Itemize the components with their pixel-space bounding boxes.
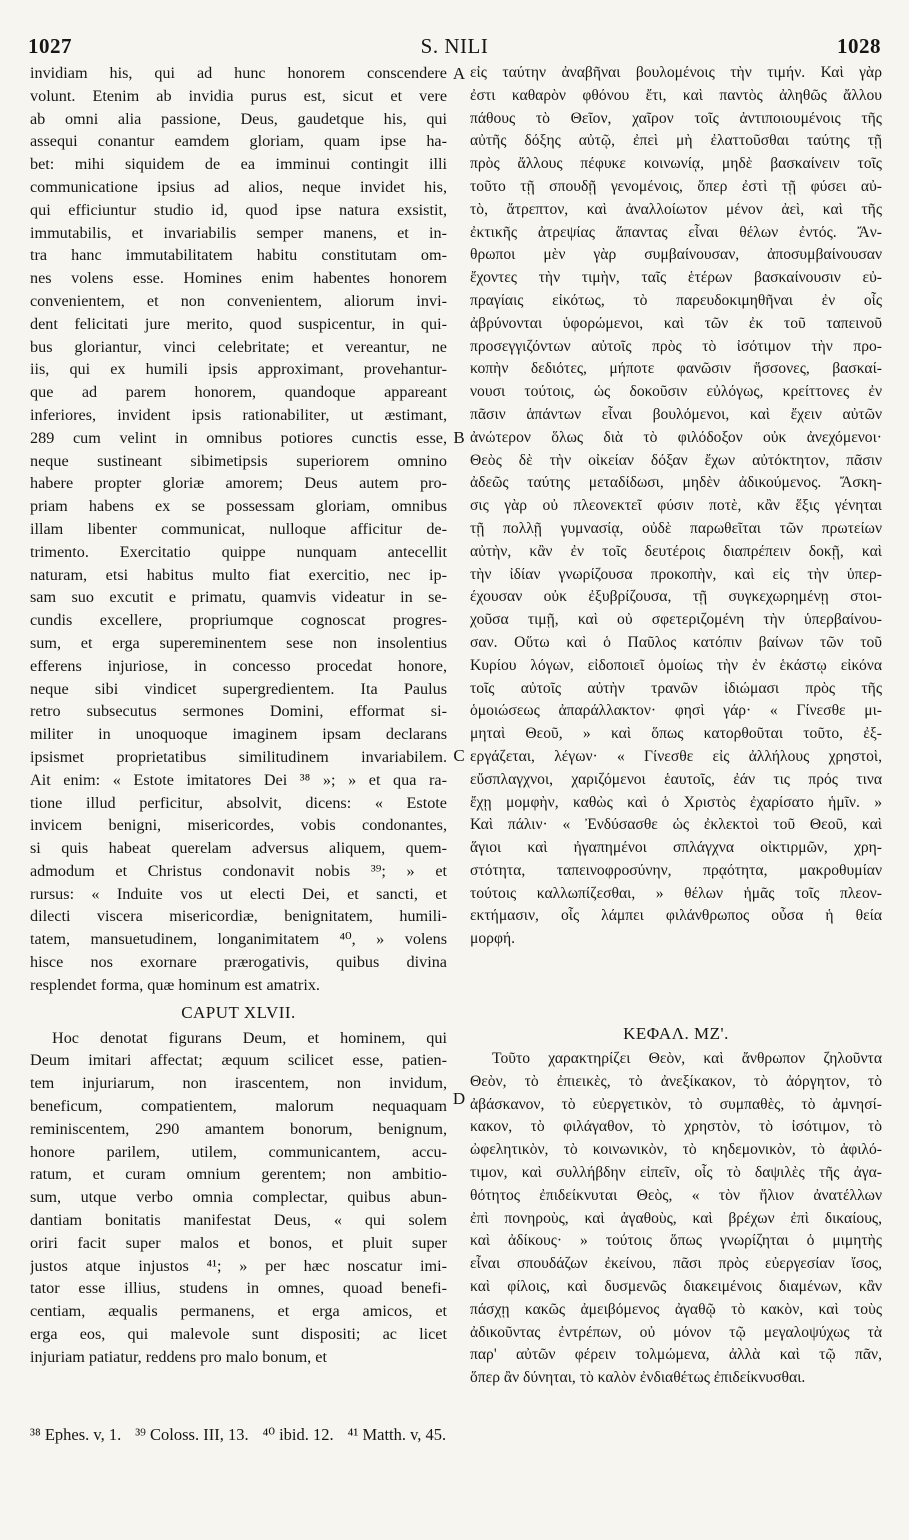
- text-line: oriri facit super malos et bonos, et pluit super: [30, 1233, 447, 1252]
- text-line: admodum et Christus condonavit nobis ³⁹; » et: [30, 861, 447, 880]
- text-line: ἐστι καθαρὸν φθόνου ἔτι, καὶ παντὸς ἀληθῶς ἄλλου: [470, 86, 882, 104]
- text-line: qui efficiuntur studio id, quod ipse natura exsistit,: [30, 200, 447, 219]
- text-line: justos atque injustos ⁴¹; » per hæc noscatur imi-: [30, 1256, 447, 1275]
- text-line: θότητος ἐπιδείκνυται Θεὸς, « τὸν ἥλιον ἀνατέλλων: [470, 1186, 882, 1204]
- text-line: militer in unoquoque imaginem ipsam declarans: [30, 725, 447, 744]
- text-line: injuriam patiatur, reddens pro malo bonum, et: [30, 1347, 327, 1366]
- text-line: ἀβρύνονται ὑφορώμενοι, καὶ τῶν ἐκ τοῦ ταπεινοῦ: [470, 314, 882, 332]
- text-line: trimento. Exercitatio quippe nunquam antecellit: [30, 542, 447, 561]
- text-line: τούτοις καλλωπίζεσθαι, » θέλων ἡμᾶς τοῖς πλεον-: [470, 884, 882, 902]
- text-line: τιμον, καὶ συλλήβδην εἰπεῖν, οἷς τὸ δαψιλὲς τῆς ἀγα-: [470, 1164, 882, 1182]
- text-line: ἐκτικῆς ἀτρεψίας ἅπαντας εἶναι θέλων ἐντός. Ἄν-: [470, 223, 882, 241]
- text-line: Ait enim: « Estote imitatores Dei ³⁸ »; » et qua ra-: [30, 770, 447, 789]
- text-line: καὶ φίλοις, καὶ δυσμενῶς διακειμένοις διαμένων, κἂν: [470, 1278, 882, 1296]
- text-line: tator esse illius, studens in omnes, quoad benefi-: [30, 1279, 447, 1298]
- text-line: tione illud perficitur, absolvit, dicens: « Estote: [30, 793, 447, 812]
- running-title: S. NILI: [420, 34, 489, 58]
- text-line: nes volens esse. Homines enim habentes honorem: [30, 269, 447, 288]
- text-line: τοῦτο τῇ σπουδῇ γενομένοις, ὅπερ ἐστὶ τῇ φύσει αὐ-: [470, 177, 882, 195]
- greek-column: [470, 62, 882, 1390]
- text-line: invicem benigni, misericordes, vobis condonantes,: [30, 816, 447, 835]
- text-line: Θεὸν, τὸ ἐπιεικὲς, τὸ ἀνεξίκακον, τὸ ἀόργητον, τὸ: [470, 1072, 882, 1090]
- text-line: erga eos, qui malevole sunt dispositi; ac licet: [30, 1325, 447, 1344]
- text-line: Κυρίου λόγων, εἰδοποιεῖ ὁμοίως τὴν ἐν ἑκάστῳ εἰκόνα: [470, 656, 882, 674]
- text-line: έχουσαν οὐκ ἐξυβρίζουσα, τῇ συγκεχωρημένῃ στοι-: [470, 588, 882, 606]
- text-line: εἶναι σπουδάζων ἐκείνου, πᾶσι πρὸς εὐεργεσίαν ἴσος,: [470, 1255, 882, 1273]
- text-line: 289 cum velint in omnibus potiores cunctis esse,: [30, 428, 447, 447]
- text-line: bus gloriantur, vinci celebritate; et vereantur, ne: [30, 337, 447, 356]
- text-line: ἔχῃ μομφὴν, καθὼς καὶ ὁ Χριστὸς ἐχαρίσατο ἡμῖν. »: [470, 793, 882, 811]
- latin-text-block-2: [30, 1027, 447, 1369]
- page-number-right: 1028: [837, 34, 881, 58]
- greek-text-block-1: [470, 62, 882, 951]
- text-line: ὅπερ ἂν δύνηται, τὸ καλὸν ἐνδιαθέτως ἐπιδείκνυσθαι.: [470, 1369, 806, 1387]
- text-line: Θεὸς δὲ τὴν οἰκείαν δόξαν ἔχων αὐτόκτητον, πᾶσιν: [470, 451, 882, 469]
- margin-letter-c: C: [453, 746, 465, 765]
- footnote: ³⁸ Ephes. v, 1.: [30, 1425, 122, 1444]
- text-line: ἀβάσκανον, τὸ εὐεργετικὸν, τὸ συμπαθὲς, τὸ ἀμνησί-: [470, 1095, 882, 1113]
- text-line: efferens injuriose, in concesso procedat honore,: [30, 656, 447, 675]
- page-number-left: 1027: [28, 34, 72, 58]
- text-line: χοῦσα τιμῇ, καὶ οὐ σφετεριζομένη τὴν ὑπερβαίνου-: [470, 611, 882, 629]
- text-line: tra hanc immutabilitatem habitu constitutam om-: [30, 246, 447, 265]
- spacer: [470, 951, 882, 1018]
- text-line: convenientem, et non convenientem, aliorum invi-: [30, 291, 447, 310]
- greek-chapter-title: ΚΕΦΑΛ. ΜΖ'.: [623, 1024, 729, 1044]
- text-line: retro subsecutus sermones Domini, efformat si-: [30, 702, 447, 721]
- text-line: tem injuriarum, non irascentem, non invidum,: [30, 1074, 447, 1093]
- footnote: ⁴¹ Matth. v, 45.: [347, 1425, 447, 1444]
- text-line: beneficum, compatientem, malorum nequaquam: [30, 1097, 447, 1116]
- text-line: παρ' αὐτῶν φέρειν τολμώμενα, ἀλλὰ καὶ τῷ πᾶν,: [470, 1346, 882, 1364]
- text-line: immutabilis, et invariabilis semper manens, et in-: [30, 223, 447, 242]
- latin-column: [30, 62, 447, 1369]
- text-line: θρωποι μὲν γὰρ συμβαίνουσαν, ἀποσυμβαίνουσαν: [470, 246, 882, 264]
- text-line: communicatione ipsius ad alios, neque invidet his,: [30, 177, 447, 196]
- text-line: τὸ, ἄτρεπτον, καὶ ἀναλλοίωτον μένον ἀεὶ, καὶ τῆς: [470, 200, 882, 218]
- text-line: ipsismet proprietatibus similitudinem invariabilem.: [30, 747, 447, 766]
- text-line: καὶ ἀδίκους· » τούτοις ὅπως γνωρίζηται ὁ μιμητὴς: [470, 1232, 882, 1250]
- text-line: que ad parem honorem, quandoque appareant: [30, 383, 447, 402]
- text-line: volunt. Etenim ab invidia purus est, sicut et vere: [30, 86, 447, 105]
- text-line: εργάζεται, λέγων· « Γίνεσθε εἰς ἀλλήλους χρηστοὶ,: [470, 747, 882, 765]
- text-line: si quis habeat querelam adversus aliquem, quem-: [30, 839, 447, 858]
- text-line: πρὸς ἄλλους πέφυκε κοινωνίᾳ, μηδὲ βασκαίνειν τοῖς: [470, 155, 882, 173]
- text-line: ab omni alia passione, Deus, gaudetque his, qui: [30, 109, 447, 128]
- text-line: ἀνώτερον ὅλως διὰ τὸ φιλόδοξον οὐκ ἀνεχόμενοι·: [470, 428, 882, 446]
- text-line: resplendet forma, quæ hominum est amatrix.: [30, 975, 320, 994]
- text-line: ἐπὶ πονηροὺς, καὶ ἀγαθοὺς, καὶ βρέχων ἐπὶ δικαίους,: [470, 1209, 882, 1227]
- text-line: εκτήμασιν, οἷς λάμπει φιλάνθρωπος οὖσα ἡ θεία: [470, 907, 882, 925]
- text-line: sum, utque verbo omnia complectar, quibus abun-: [30, 1188, 447, 1207]
- text-line: πᾶσιν ἁπάντων εἶναι βουλόμενοι, καὶ ἔχειν αὐτῶν: [470, 405, 882, 423]
- text-line: νουσι τούτοις, ὡς δοκοῦσιν εὐλόγως, κρείττονες ἐν: [470, 383, 882, 401]
- text-line: τὴν ἰδίαν γνωρίζουσα προκοπὴν, καὶ εἰς τὴν ὑπερ-: [470, 565, 882, 583]
- greek-text-block-2: [470, 1048, 882, 1390]
- text-line: σαν. Οὕτω καὶ ὁ Παῦλος κατόπιν βαίνων τῶν τοῦ: [470, 633, 882, 651]
- text-line: πάσχῃ κακῶς ἀμειβόμενος ἀγαθῷ τὸ κακὸν, καὶ τοὺς: [470, 1300, 882, 1318]
- text-line: στότητα, ταπεινοφροσύνην, πρᾳότητα, μακροθυμίαν: [470, 861, 882, 879]
- footnote: ⁴⁰ ibid. 12.: [262, 1425, 334, 1444]
- text-line: πραγίαις εἰκότως, τὸ παρευδοκιμηθῆναι ἐν οἷς: [470, 291, 882, 309]
- text-line: centiam, æqualis permanens, et erga amicos, et: [30, 1302, 447, 1321]
- page-header: [28, 34, 881, 62]
- text-line: ἔχοντες τὴν τιμὴν, ταῖς ἑτέρων βασκαίνουσιν εὐ-: [470, 269, 882, 287]
- footnote: ³⁹ Coloss. III, 13.: [135, 1425, 249, 1444]
- margin-letter-d: D: [452, 1089, 466, 1108]
- text-line: ἅγιοι καὶ ἠγαπημένοι σπλάγχνα οἰκτιρμῶν, χρη-: [470, 839, 882, 857]
- text-line: inferiores, invident ipsis rationabiliter, ut æstimant,: [30, 405, 447, 424]
- text-line: τοῖς αὐτοῖς αὐτὴν τρανῶν ἰδιώμασι πρὸς τῆς: [470, 679, 882, 697]
- latin-chapter-title: CAPUT XLVII.: [181, 1002, 296, 1022]
- text-line: hisce nos exornare prærogativis, quibus divina: [30, 953, 447, 972]
- text-line: invidiam his, qui ad hunc honorem conscendere: [30, 64, 447, 82]
- text-line: priam habens ex se possessam gloriam, omnibus: [30, 497, 447, 516]
- text-line: naturam, etsi habitus multo fiat exercitio, nec ip-: [30, 565, 447, 584]
- text-line: Hoc denotat figurans Deum, et hominem, qui: [52, 1028, 447, 1047]
- latin-text-block-1: [30, 62, 447, 997]
- text-line: bet: mihi siquidem de ea imminui contingit illi: [30, 155, 447, 174]
- text-line: cundis excellere, propriumque cognoscat progres-: [30, 611, 447, 630]
- text-line: ἀδικοῦντας ἐντρέπων, οὐ μόνον τῷ μεγαλοψύχως τὰ: [470, 1323, 882, 1341]
- margin-letter-b: B: [453, 428, 465, 447]
- text-line: assequi conantur eamdem gloriam, quam ipse ha-: [30, 132, 447, 151]
- text-line: τῇ πολλῇ γυμνασίᾳ, οὐδὲ παρωθεῖται τῶν πρωτείων: [470, 519, 882, 537]
- margin-letter-a: A: [452, 64, 466, 83]
- text-line: tatem, mansuetudinem, longanimitatem ⁴⁰, » volens: [30, 930, 447, 949]
- text-line: αὐτῆς δόξης αὐτῷ, ἐπεὶ μὴ ἐλαττοῦσθαι ταύτης τῇ: [470, 132, 882, 150]
- text-line: iis, qui ex humili ipsis approximant, provehantur-: [30, 360, 447, 379]
- text-line: neque sustineant sibimetipsis superiorem omnino: [30, 451, 447, 470]
- footnotes: [30, 1424, 881, 1446]
- text-line: sam suo excutit e primatu, quamvis videatur in se-: [30, 588, 447, 607]
- text-line: reminiscentem, 290 amantem bonorum, benignum,: [30, 1119, 447, 1138]
- text-line: μορφή.: [470, 930, 515, 948]
- text-line: rursus: « Induite vos ut electi Dei, et sancti, et: [30, 884, 447, 903]
- text-line: πάθους τὸ Θεῖον, χαῖρον τοῖς ἀντιποιουμένοις τῆς: [470, 109, 882, 127]
- text-line: illam libenter communicat, nulloque afficitur de-: [30, 519, 447, 538]
- text-line: Τοῦτο χαρακτηρίζει Θεὸν, καὶ ἄνθρωπον ζηλοῦντα: [492, 1050, 882, 1068]
- text-line: μηταὶ Θεοῦ, » καὶ ὅπως κατορθοῦται τοῦτο, ἐξ-: [470, 725, 882, 743]
- text-line: Deum imitari affectat; æquum scilicet esse, patien-: [30, 1051, 447, 1070]
- text-line: ἀδεῶς ταύτης μεταδίδωσι, μηδὲν ἀδικούμενος. Ἄσκη-: [470, 474, 882, 492]
- text-line: κοπὴν δεδιότες, μήποτε φανῶσιν ἥσσονες, βασκαί-: [470, 360, 882, 378]
- text-line: habere propter gloriæ amorem; Deus autem pro-: [30, 474, 447, 493]
- text-line: κακον, τὸ φιλάγαθον, τὸ χρηστὸν, τὸ ἰσότιμον, τὸ: [470, 1118, 882, 1136]
- text-line: sum, et erga supereminentem sese non insolentius: [30, 633, 447, 652]
- text-line: σις γὰρ οὐ πλεονεκτεῖ φύσιν ποτὲ, κἂν ἕξις γένηται: [470, 497, 882, 515]
- text-line: honore parilem, utilem, communicantem, accu-: [30, 1142, 447, 1161]
- text-line: αὐτὴν, κἂν ἐν τοῖς δευτέροις διαπρέπειν δοκῇ, καὶ: [470, 542, 882, 560]
- text-line: ὠφελητικὸν, τὸ κοινωνικὸν, τὸ κηδεμονικὸν, τὸ ἀφιλό-: [470, 1141, 882, 1159]
- text-line: ratum, et curam omnium gerentem; non ambitio-: [30, 1165, 447, 1184]
- text-line: dantiam bonitatis manifestat Deus, « qui solem: [30, 1211, 447, 1230]
- text-line: ὁμοιώσεως ἀπαράλλακτον· φησὶ γάρ· « Γίνεσθε μι-: [470, 702, 882, 720]
- text-line: εὔσπλαγχνοι, χαριζόμενοι ἑαυτοῖς, ἐάν τις πρός τινα: [470, 770, 882, 788]
- text-line: dilecti viscera misericordiæ, benignitatem, humili-: [30, 907, 447, 926]
- text-line: προσεγγιζόντων αὐτοῖς πρὸς τὸ ἰσότιμον τὴν προ-: [470, 337, 882, 355]
- text-line: εἰς ταύτην ἀναβῆναι βουλομένοις τὴν τιμήν. Καὶ γὰρ: [470, 64, 882, 81]
- text-line: neque sibi vindicet supergredientem. Ita Paulus: [30, 679, 447, 698]
- text-line: dent felicitati jure merito, quod suspicentur, in qui-: [30, 314, 447, 333]
- text-line: Καὶ πάλιν· « Ἐνδύσασθε ὡς ἐκλεκτοὶ τοῦ Θεοῦ, καὶ: [470, 816, 882, 834]
